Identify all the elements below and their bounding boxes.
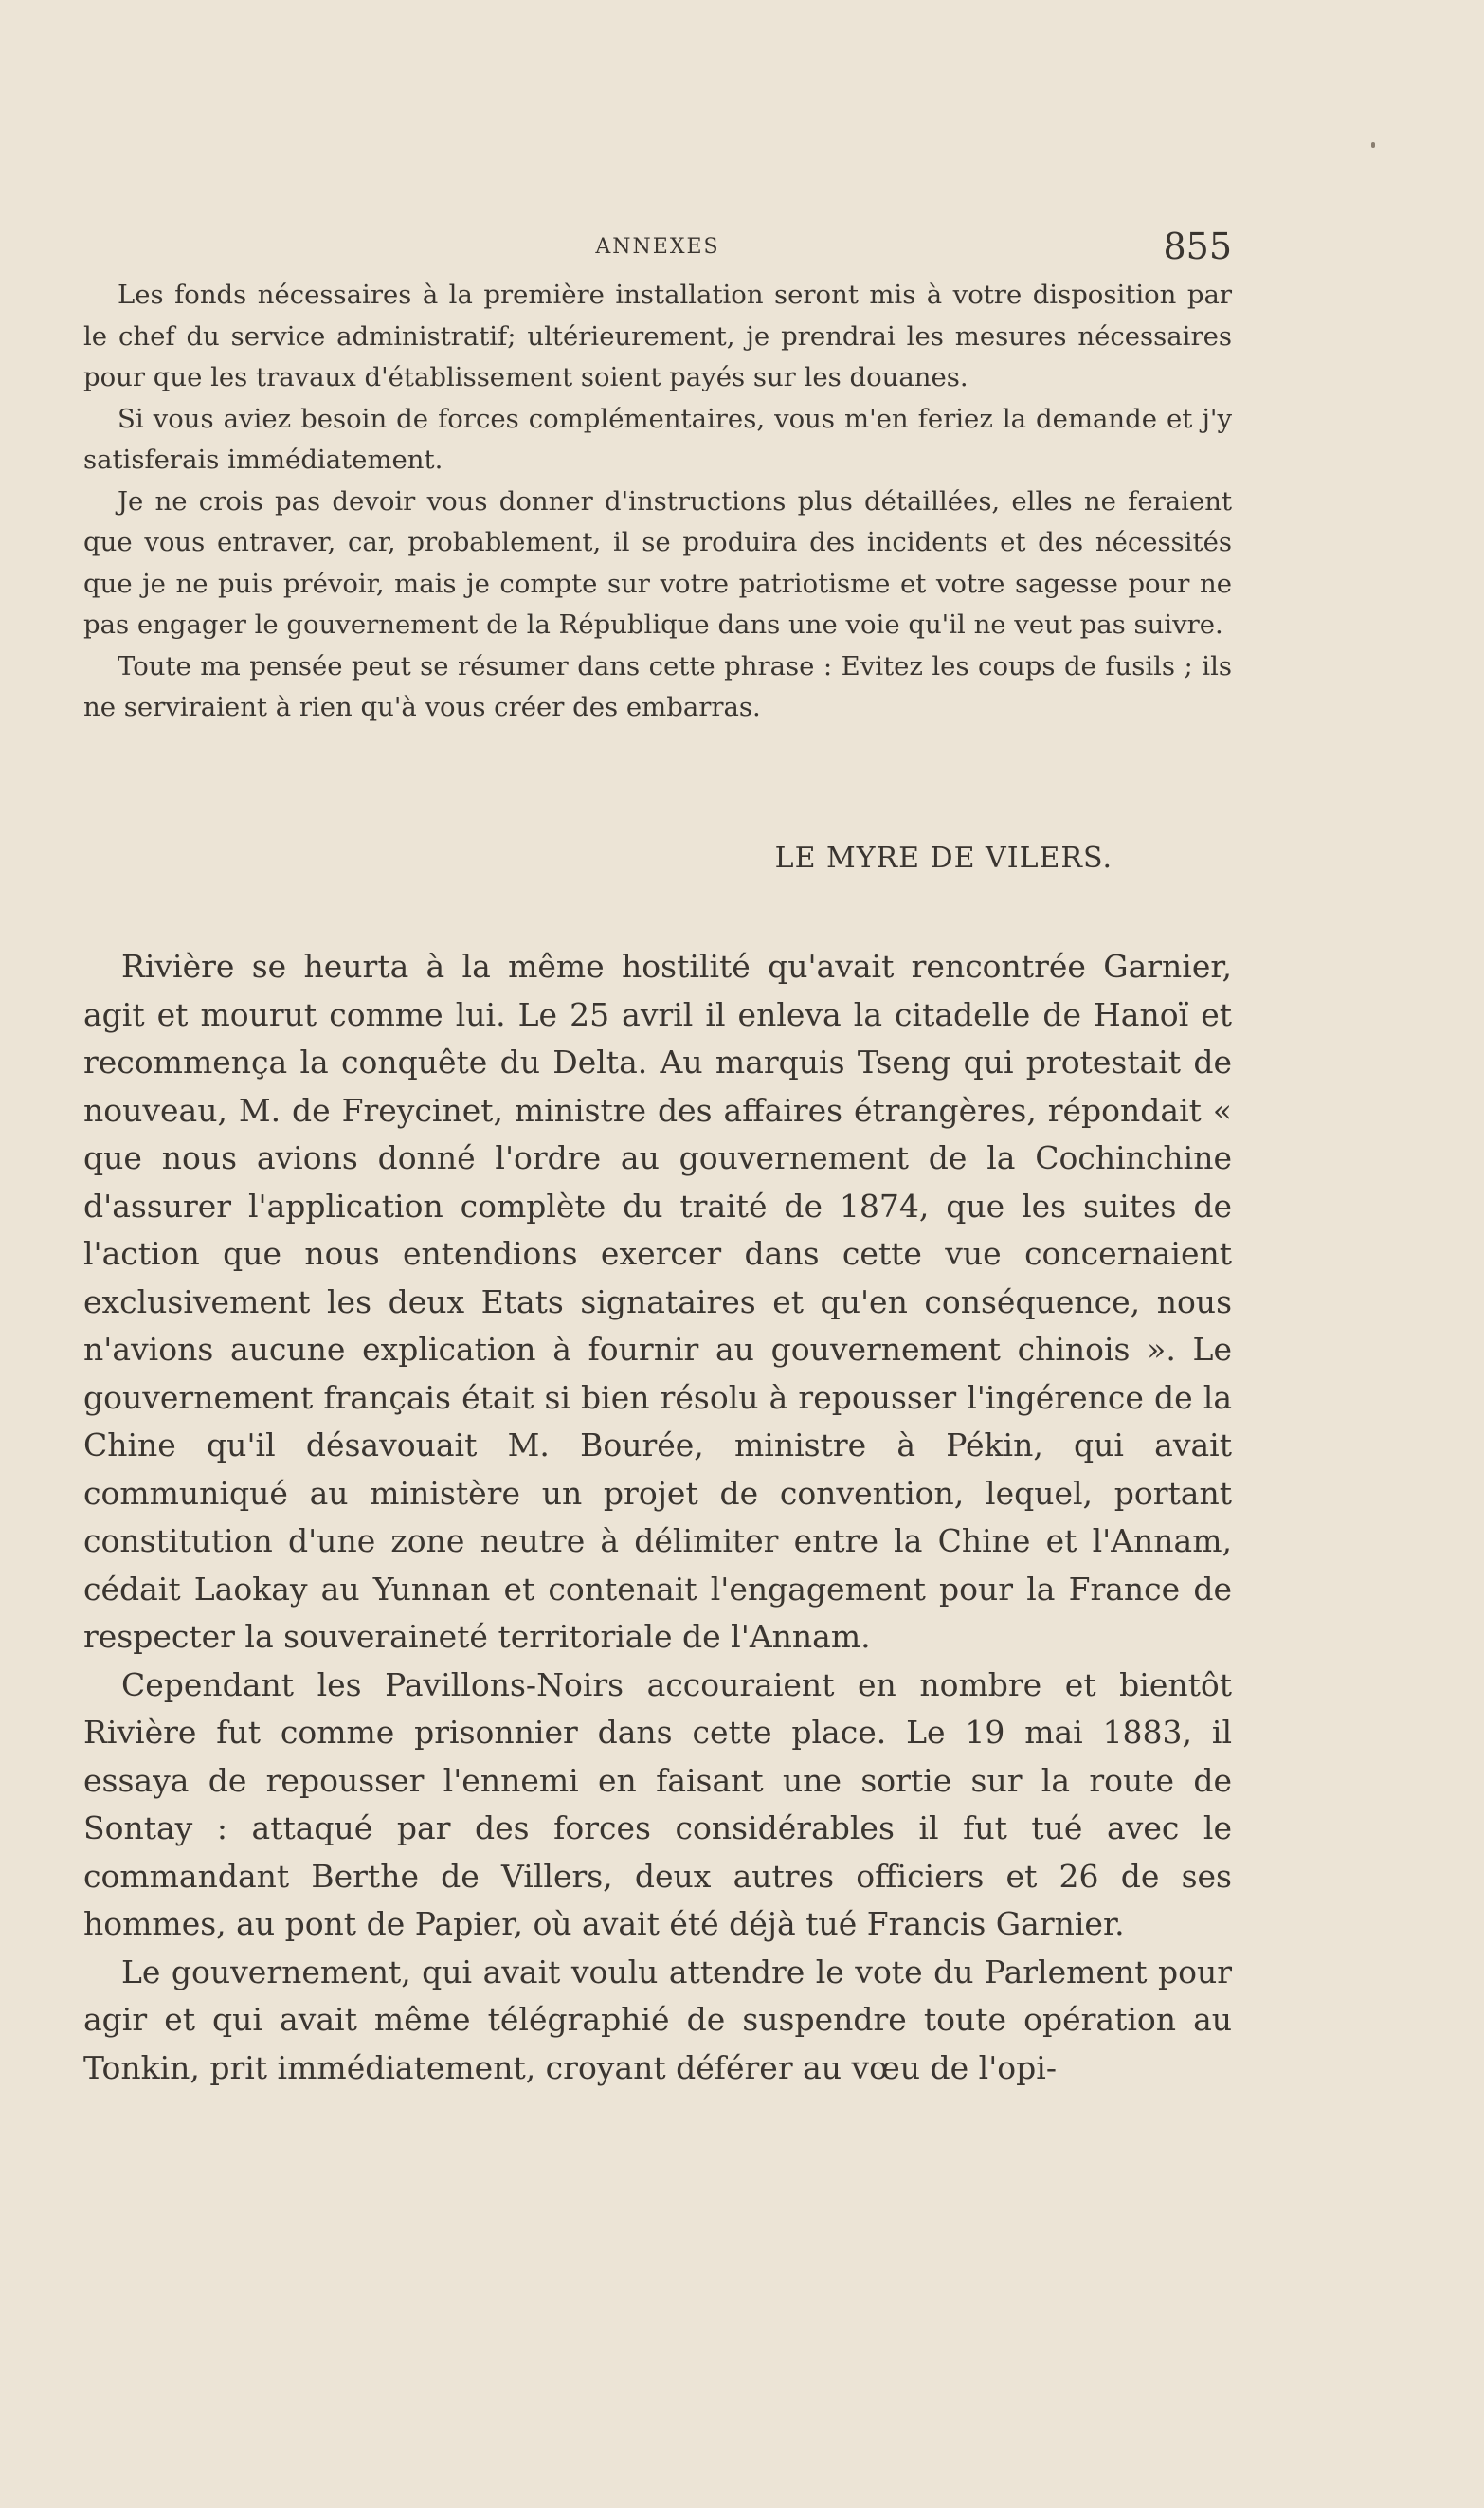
page-number: 855: [1163, 226, 1232, 267]
letter-signature: LE MYRE DE VILERS.: [774, 842, 1113, 875]
annex-paragraph: Si vous aviez besoin de forces complémentaires, vous m'en feriez la demande et j'y satisferais immédiatement.: [83, 403, 1232, 475]
paper-speck: [1371, 142, 1375, 148]
body-paragraph: Rivière se heurta à la même hostilité qu'avait rencontrée Garnier, agit et mourut comme lui. Le 25 avril il enleva la citadelle de Hanoï et recommença la conquête du Delta. Au marquis Tseng qui protestait de nouveau, M. de Freycinet, ministre des affaires étrangères, répondait « que nous avions donné l'ordre au gouvernement de la Cochinchine d'assurer l'application complète du traité de 1874, que les suites de l'action que nous entendions exercer dans cette vue concernaient exclusivement les deux Etats signataires et qu'en conséquence, nous n'avions aucune explication à fournir au gouvernement chinois ». Le gouvernement français était si bien résolu à repousser l'ingérence de la Chine qu'il désavouait M. Bourée, ministre à Pékin, qui avait communiqué au ministère un projet de convention, lequel, portant constitution d'une zone neutre à délimiter entre la Chine et l'Annam, cédait Laokay au Yunnan et contenait l'engagement pour la France de respecter la souveraineté territoriale de l'Annam.: [83, 948, 1232, 1655]
running-head: ANNEXES: [595, 235, 720, 259]
annex-paragraph: Je ne crois pas devoir vous donner d'instructions plus détaillées, elles ne feraient que vous entraver, car, probablement, il se produira des incidents et des nécessités que je ne puis prévoir, mais je compte sur votre patriotisme et votre sagesse pour ne pas engager le gouvernement de la République dans une voie qu'il ne veut pas suivre.: [83, 485, 1232, 640]
body-paragraph: Le gouvernement, qui avait voulu attendre le vote du Parlement pour agir et qui avait même télégraphié de suspendre toute opération au Tonkin, prit immédiatement, croyant déférer au vœu de l'opi-: [83, 1953, 1232, 2086]
main-text: [83, 943, 1232, 2092]
page-header: [83, 226, 1232, 267]
body-paragraph: Cependant les Pavillons-Noirs accouraient en nombre et bientôt Rivière fut comme prisonnier dans cette place. Le 19 mai 1883, il essaya de repousser l'ennemi en faisant une sortie sur la route de Sontay : attaqué par des forces considérables il fut tué avec le commandant Berthe de Villers, deux autres officiers et 26 de ses hommes, au pont de Papier, où avait été déjà tué Francis Garnier.: [83, 1665, 1232, 1942]
annex-paragraph: Toute ma pensée peut se résumer dans cette phrase : Evitez les coups de fusils ; ils ne serviraient à rien qu'à vous créer des embarras.: [83, 650, 1232, 722]
annex-paragraph: Les fonds nécessaires à la première installation seront mis à votre disposition par le chef du service administratif; ultérieurement, je prendrai les mesures nécessaires pour que les travaux d'établissement soient payés sur les douanes.: [83, 280, 1232, 392]
annex-letter: [83, 275, 1232, 729]
